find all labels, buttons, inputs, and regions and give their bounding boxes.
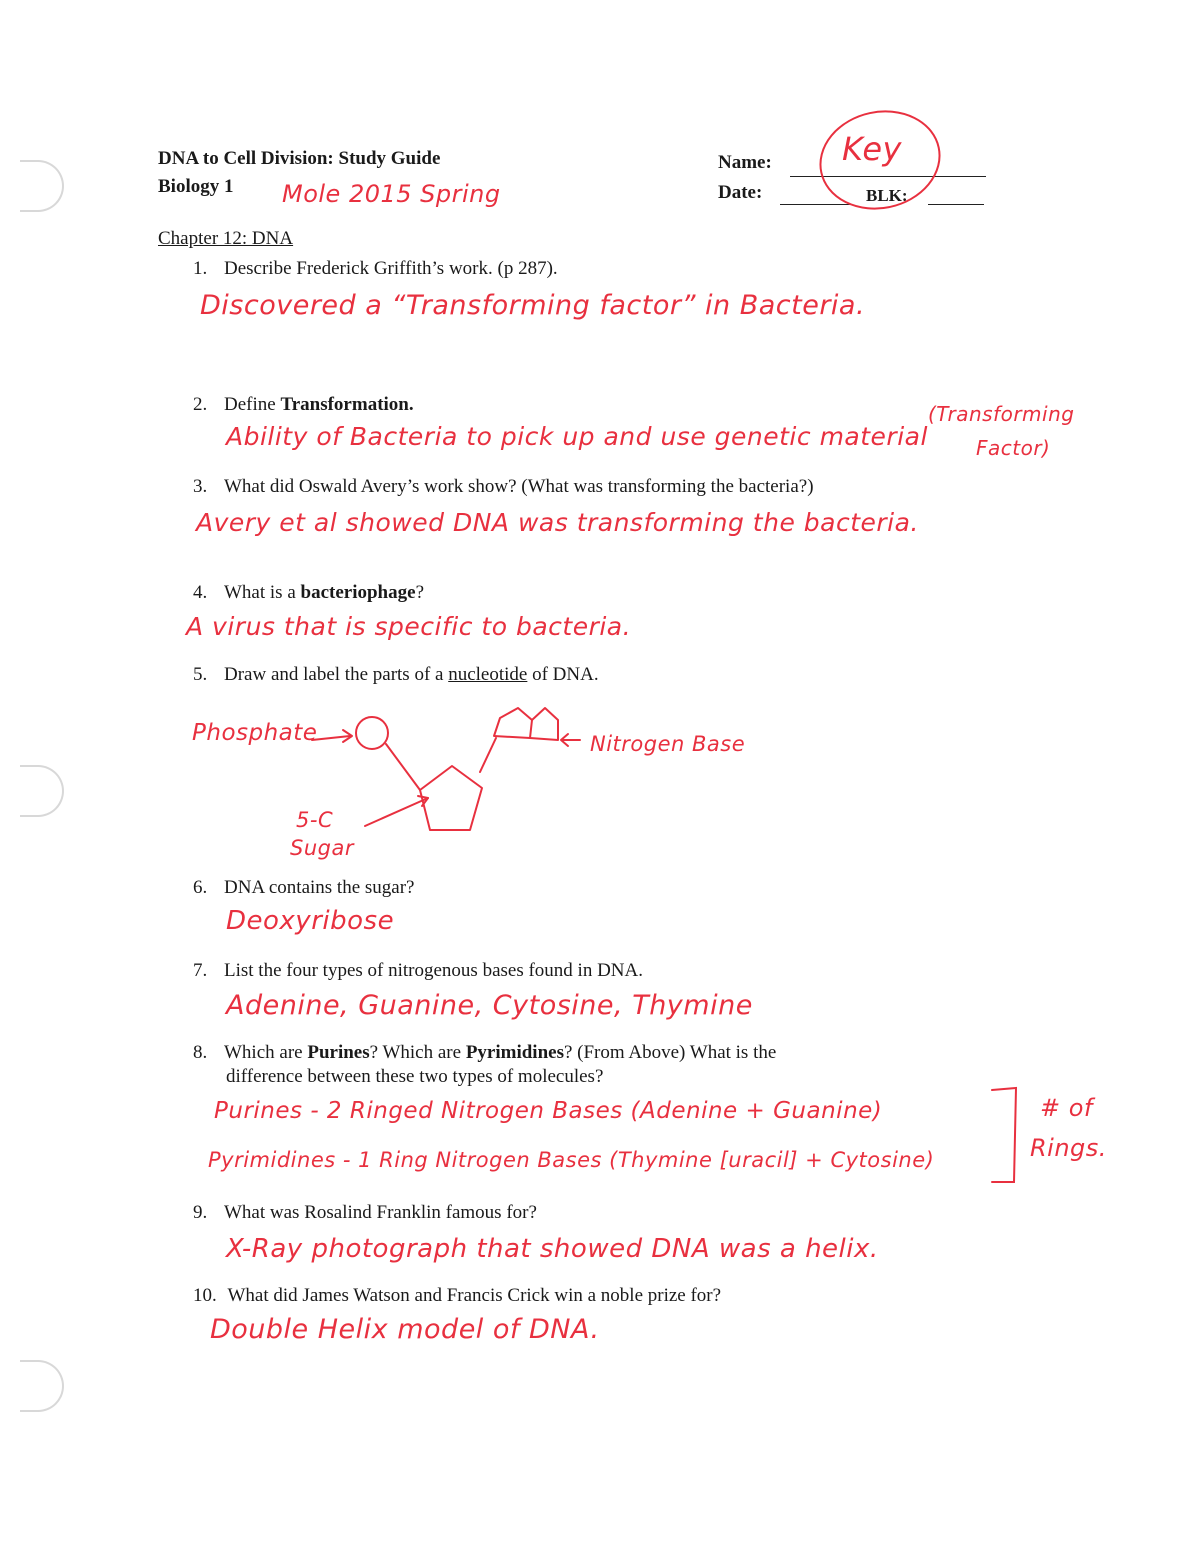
label-nitrogen-base: Nitrogen Base — [590, 732, 746, 756]
answer-2-note-line2: Factor) — [976, 436, 1051, 460]
answer-1: Discovered a “Transforming factor” in Bacteria. — [200, 290, 866, 321]
question-text: DNA contains the sugar? — [224, 877, 415, 898]
name-label: Name: — [718, 152, 772, 173]
answer-4: A virus that is specific to bacteria. — [186, 612, 632, 641]
answer-10: Double Helix model of DNA. — [210, 1314, 600, 1345]
answer-8-side-note-line2: Rings. — [1030, 1134, 1107, 1162]
answer-8-side-note-line1: # of — [1040, 1094, 1093, 1122]
question-text: What is a bacteriophage? — [224, 582, 424, 603]
question-text: What did Oswald Avery’s work show? (What was transforming the bacteria?) — [224, 476, 814, 497]
question-number: 8. — [193, 1042, 208, 1063]
answer-3: Avery et al showed DNA was transforming the bacteria. — [196, 508, 919, 537]
question-number: 5. — [193, 664, 208, 685]
answer-8-purines: Purines - 2 Ringed Nitrogen Bases (Adenine + Guanine) — [214, 1098, 883, 1124]
label-sugar-line2: Sugar — [290, 836, 354, 860]
answer-9: X-Ray photograph that showed DNA was a helix. — [226, 1234, 879, 1264]
course-note: Mole 2015 Spring — [282, 180, 501, 208]
question-10 — [193, 1285, 721, 1307]
question-text: What was Rosalind Franklin famous for? — [224, 1202, 537, 1223]
question-number: 2. — [193, 394, 208, 415]
label-sugar-line1: 5-C — [296, 808, 334, 832]
question-text: What did James Watson and Francis Crick win a noble prize for? — [227, 1285, 722, 1306]
question-text: Draw and label the parts of a nucleotide of DNA. — [224, 664, 599, 685]
answer-8-pyrimidines: Pyrimidines - 1 Ring Nitrogen Bases (Thymine [uracil] + Cytosine) — [208, 1148, 935, 1172]
question-text: Which are Purines? Which are Pyrimidines? (From Above) What is the — [224, 1042, 777, 1063]
answer-2-note-line1: (Transforming — [928, 402, 1075, 426]
date-label: Date: — [718, 182, 763, 203]
question-8-line2: difference between these two types of molecules? — [226, 1066, 604, 1087]
question-number: 4. — [193, 582, 208, 603]
page-title: DNA to Cell Division: Study Guide — [158, 148, 441, 169]
question-number: 1. — [193, 258, 208, 279]
name-value: Key — [842, 130, 902, 168]
question-number: 10. — [193, 1285, 217, 1306]
question-number: 6. — [193, 877, 208, 898]
chapter-heading: Chapter 12: DNA — [158, 228, 294, 249]
answer-2: Ability of Bacteria to pick up and use genetic material — [226, 422, 928, 451]
question-number: 7. — [193, 960, 208, 981]
blk-label: BLK: — [866, 186, 908, 205]
question-number: 9. — [193, 1202, 208, 1223]
question-text: List the four types of nitrogenous bases found in DNA. — [224, 960, 643, 981]
question-number: 3. — [193, 476, 208, 497]
question-9 — [193, 1202, 537, 1224]
question-text: Describe Frederick Griffith’s work. (p 287). — [224, 258, 558, 279]
answer-6: Deoxyribose — [226, 906, 395, 936]
course-label: Biology 1 — [158, 176, 234, 197]
question-text: Define Transformation. — [224, 394, 414, 415]
label-phosphate: Phosphate — [192, 720, 318, 746]
answer-7: Adenine, Guanine, Cytosine, Thymine — [226, 990, 753, 1021]
